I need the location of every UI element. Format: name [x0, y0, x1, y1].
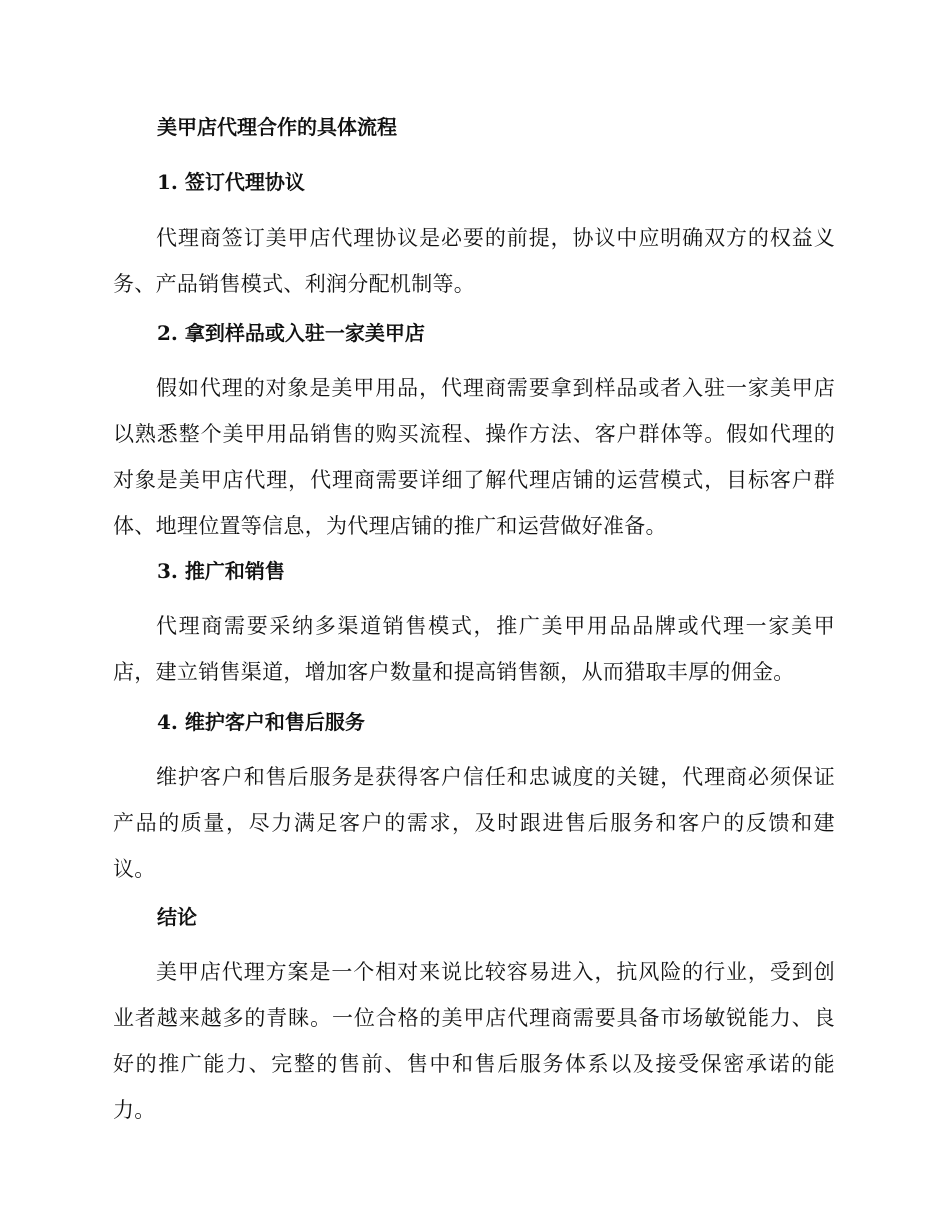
- conclusion-heading: 结论: [157, 905, 197, 929]
- section-heading-4: 4. 维护客户和售后服务: [157, 710, 365, 734]
- section-heading-2: 2. 拿到样品或入驻一家美甲店: [157, 321, 425, 345]
- section-heading-1: 1. 签订代理协议: [157, 170, 305, 194]
- document-title: 美甲店代理合作的具体流程: [157, 115, 397, 139]
- section-body-2: 假如代理的对象是美甲用品，代理商需要拿到样品或者入驻一家美甲店以熟悉整个美甲用品销售的购买流程、操作方法、客户群体等。假如代理的对象是美甲店代理，代理商需要详细了解代理店铺的运营模式，目标客户群体、地理位置等信息，为代理店铺的推广和运营做好准备。: [113, 376, 835, 538]
- section-body-3: 代理商需要采纳多渠道销售模式，推广美甲用品品牌或代理一家美甲店，建立销售渠道，增加客户数量和提高销售额，从而猎取丰厚的佣金。: [113, 614, 835, 684]
- conclusion-body: 美甲店代理方案是一个相对来说比较容易进入，抗风险的行业，受到创业者越来越多的青睐。一位合格的美甲店代理商需要具备市场敏锐能力、良好的推广能力、完整的售前、售中和售后服务体系以及接受保密承诺的能力。: [113, 960, 835, 1122]
- section-body-1: 代理商签订美甲店代理协议是必要的前提，协议中应明确双方的权益义务、产品销售模式、利润分配机制等。: [113, 226, 835, 296]
- section-body-4: 维护客户和售后服务是获得客户信任和忠诚度的关键，代理商必须保证产品的质量，尽力满足客户的需求，及时跟进售后服务和客户的反馈和建议。: [113, 765, 835, 881]
- section-heading-3: 3. 推广和销售: [157, 559, 285, 583]
